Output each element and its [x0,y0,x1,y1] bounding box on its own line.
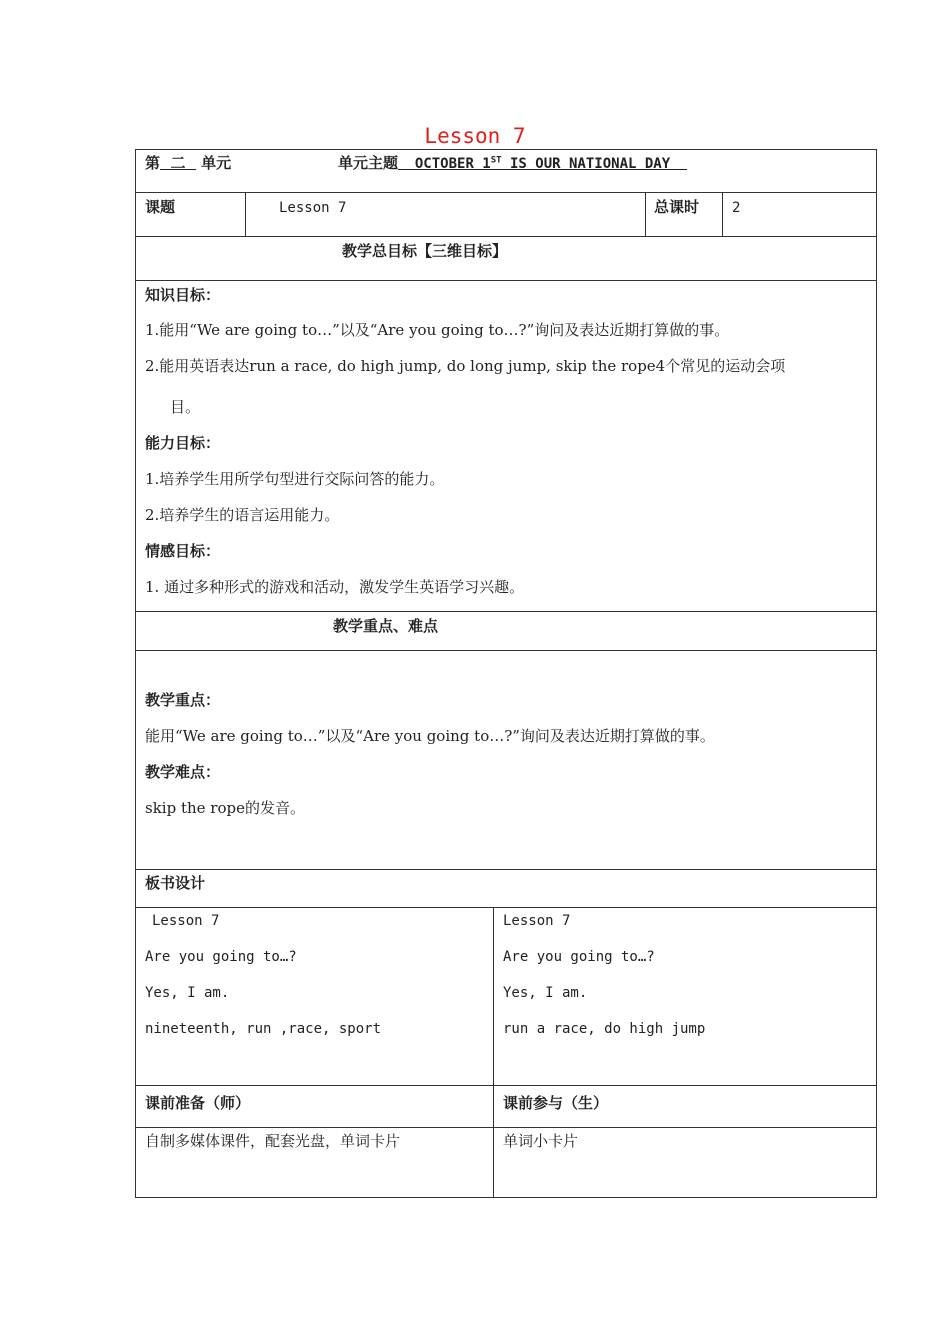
row-divider [135,192,877,193]
board-left-line: Yes, I am. [145,985,230,1001]
table-border-left [135,149,136,1198]
table-border-right [876,149,877,1198]
column-divider [245,192,246,237]
teacher-prep-label: 课前准备（师） [145,1094,251,1112]
board-left-line: Lesson 7 [152,913,220,929]
key-point-label: 教学重点： [145,691,221,709]
student-prep-label: 课前参与（生） [503,1094,609,1112]
knowledge-item-2: 2.能用英语表达run a race, do high jump, do long jump, skip the rope4个常见的运动会项 [145,357,786,375]
row-divider [135,611,877,612]
table-border-bottom [135,1197,877,1198]
unit-suffix: 单元 [201,154,232,172]
theme-part1: OCTOBER 1 [414,156,491,172]
board-left-line: Are you going to…? [145,949,297,965]
column-divider [493,907,494,1198]
board-right-line: Yes, I am. [503,985,588,1001]
column-divider [722,192,723,237]
row-divider [135,650,877,651]
unit-number [160,154,196,172]
hours-value: 2 [732,200,741,216]
unit-label [145,153,231,173]
goals-heading: 教学总目标【三维目标】 [342,242,508,260]
emotion-item-1: 1. 通过多种形式的游戏和活动，激发学生英语学习兴趣。 [145,578,525,596]
row-divider [135,236,877,237]
topic-label: 课题 [145,198,176,216]
theme-label: 单元主题 [338,154,399,172]
unit-theme [338,153,687,174]
row-divider [135,1085,877,1086]
row-divider [135,280,877,281]
knowledge-item-1: 1.能用“We are going to…”以及“Are you going to…?”询问及表达近期打算做的事。 [145,321,730,339]
student-prep-text: 单词小卡片 [503,1132,579,1150]
theme-superscript: ST [490,155,502,166]
unit-number-text: 二 [170,154,186,172]
teacher-prep-text: 自制多媒体课件，配套光盘，单词卡片 [145,1132,401,1150]
board-right-line: Lesson 7 [503,913,571,929]
knowledge-label: 知识目标： [145,286,221,304]
board-right-line: Are you going to…? [503,949,655,965]
ability-label: 能力目标： [145,434,221,452]
emotion-label: 情感目标： [145,542,221,560]
table-border-top [135,149,877,150]
row-divider [135,1127,877,1128]
page-title: Lesson 7 [424,124,526,148]
unit-prefix: 第 [145,154,161,172]
difficult-point-text: skip the rope的发音。 [145,799,305,817]
row-divider [135,907,877,908]
theme-value [398,156,687,172]
ability-item-1: 1.培养学生用所学句型进行交际问答的能力。 [145,470,445,488]
difficult-point-label: 教学难点： [145,763,221,781]
knowledge-item-2-cont: 目。 [170,398,201,416]
board-left-line: nineteenth, run ,race, sport [145,1021,382,1037]
ability-item-2: 2.培养学生的语言运用能力。 [145,506,340,524]
row-divider [135,869,877,870]
board-heading: 板书设计 [145,874,206,892]
theme-part2: IS OUR NATIONAL DAY [501,156,671,172]
key-point-text: 能用“We are going to…”以及“Are you going to…?”询问及表达近期打算做的事。 [145,727,715,745]
board-right-line: run a race, do high jump [503,1021,706,1037]
hours-label: 总课时 [654,198,700,216]
focus-heading: 教学重点、难点 [333,617,439,635]
column-divider [645,192,646,237]
topic-value: Lesson 7 [279,200,347,216]
